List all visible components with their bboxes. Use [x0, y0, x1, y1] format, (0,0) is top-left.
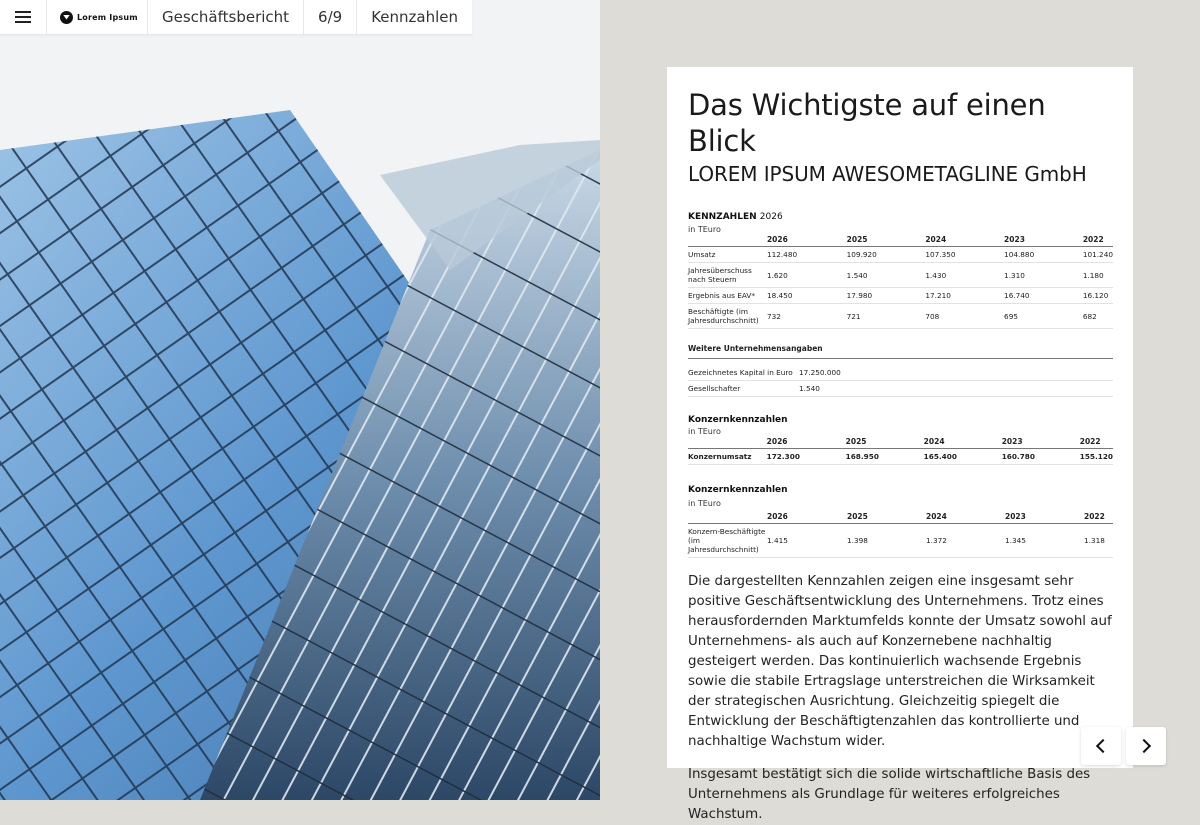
header-year: 2023: [1004, 234, 1083, 247]
table-row: [688, 359, 1113, 381]
document-page: [667, 67, 1133, 822]
cell-value: 1.180: [1083, 263, 1113, 288]
row-label: Jahresüberschuss nach Steuern: [688, 263, 767, 288]
cell-value: 1.415: [767, 524, 847, 558]
header-year: 2024: [926, 511, 1005, 524]
cell-value: 1.540: [847, 263, 926, 288]
kennzahlen-unit: in TEuro: [688, 225, 721, 234]
table-row: [688, 449, 1113, 465]
header-year: 2025: [847, 234, 926, 247]
kennzahlen-title: [688, 212, 1113, 222]
top-toolbar: [0, 0, 472, 35]
page-indicator[interactable]: 6/9: [304, 0, 357, 34]
chevron-left-icon: [1096, 739, 1110, 753]
cell-value: 160.780: [1002, 449, 1080, 465]
konzern2-title: Konzernkennzahlen: [688, 485, 788, 495]
header-year: 2025: [847, 511, 926, 524]
row-label: Gezeichnetes Kapital in Euro: [688, 359, 799, 381]
building-photo: [0, 0, 600, 800]
table-row: [688, 381, 1113, 397]
header-year: 2022: [1083, 234, 1113, 247]
cell-value: 109.920: [847, 247, 926, 263]
table-header-row: [688, 511, 1113, 524]
cell-value: 732: [767, 304, 847, 329]
chevron-right-icon: [1137, 739, 1151, 753]
next-page-button[interactable]: [1126, 727, 1166, 765]
weitere-title: Weitere Unternehmensangaben: [688, 343, 1113, 359]
konzern-beschaeftigte-section: [688, 485, 1113, 558]
cell-value: 1.398: [847, 524, 926, 558]
kennzahlen-title-text: KENNZAHLEN: [688, 212, 757, 222]
table-header-row: [688, 234, 1113, 247]
table-header-row: [688, 343, 1113, 359]
header-year: 2024: [925, 234, 1004, 247]
konzern-umsatz-section: [688, 415, 1113, 465]
cell-value: 168.950: [846, 449, 924, 465]
cell-value: 1.620: [767, 263, 847, 288]
table-row: [688, 247, 1113, 263]
cell-value: 18.450: [767, 288, 847, 304]
table-row: [688, 288, 1113, 304]
table-header-row: [688, 436, 1113, 449]
cell-value: 16.740: [1004, 288, 1083, 304]
cell-value: 165.400: [924, 449, 1002, 465]
cell-value: 1.372: [926, 524, 1005, 558]
kennzahlen-year: 2026: [759, 212, 783, 222]
page-title: Das Wichtigste auf einen Blick: [688, 88, 1046, 158]
row-label: Gesellschafter: [688, 381, 799, 397]
row-label: Konzernumsatz: [688, 449, 767, 465]
cell-value: 721: [847, 304, 926, 329]
page-content: [688, 87, 1113, 825]
kennzahlen-section: [688, 212, 1113, 329]
header-year: 2026: [767, 511, 847, 524]
hamburger-icon: [15, 11, 31, 23]
page-subtitle: LOREM IPSUM AWESOMETAGLINE GmbH: [688, 162, 1087, 186]
kennzahlen-table: [688, 234, 1113, 329]
heart-logo-icon: [60, 11, 73, 24]
row-label: Beschäftigte (im Jahresdurchschnitt): [688, 304, 767, 329]
header-year: 2024: [924, 436, 1002, 449]
weitere-table: [688, 343, 1113, 397]
konzern1-title: Konzernkennzahlen: [688, 415, 788, 425]
header-empty: [688, 436, 767, 449]
konzern1-table: [688, 436, 1113, 465]
konzern2-table: [688, 511, 1113, 558]
cell-value: 708: [925, 304, 1004, 329]
cell-value: 1.318: [1084, 524, 1113, 558]
menu-button[interactable]: [0, 0, 47, 34]
cell-value: 1.430: [925, 263, 1004, 288]
cell-value: 17.980: [847, 288, 926, 304]
header-year: 2026: [767, 234, 847, 247]
cell-value: 1.310: [1004, 263, 1083, 288]
header-empty: [688, 234, 767, 247]
body-paragraph: Die dargestellten Kennzahlen zeigen eine insgesamt sehr positive Geschäftsentwicklung des Unternehmens. Trotz eines herausfordernden Marktumfelds konnte der Umsatz sowohl auf Unternehmens- als auch auf Konzernebene nachhaltig gesteigert werden. Das kontinuierlich wachsende Ergebnis sowie die stabile Ertragslage unterstreichen die Wirksamkeit der strategischen Ausrichtung. Gleichzeitig spiegelt die Entwicklung der Beschäftigtenzahlen das kontrollierte und nachhaltige Wachstum wider.: [688, 574, 1112, 749]
header-year: 2025: [846, 436, 924, 449]
glass-building-image: [0, 0, 600, 800]
row-label: Konzern-Beschäftigte (im Jahresdurchschnitt): [688, 524, 767, 558]
cell-value: 1.345: [1005, 524, 1084, 558]
logo-text: Lorem Ipsum: [77, 12, 138, 22]
table-row: [688, 263, 1113, 288]
header-year: 2023: [1005, 511, 1084, 524]
cell-value: 104.880: [1004, 247, 1083, 263]
cell-value: 17.210: [925, 288, 1004, 304]
previous-page-button[interactable]: [1081, 727, 1121, 765]
header-year: 2022: [1084, 511, 1113, 524]
header-year: 2026: [767, 436, 846, 449]
cell-value: 172.300: [767, 449, 846, 465]
logo-link[interactable]: [47, 0, 148, 34]
cell-value: 682: [1083, 304, 1113, 329]
cell-value: 101.240: [1083, 247, 1113, 263]
header-year: 2022: [1080, 436, 1113, 449]
cell-value: 1.540: [799, 381, 1113, 397]
row-label: Umsatz: [688, 247, 767, 263]
cell-value: 112.480: [767, 247, 847, 263]
section-link[interactable]: Geschäftsbericht: [148, 0, 304, 34]
cell-value: 17.250.000: [799, 359, 1113, 381]
header-year: 2023: [1002, 436, 1080, 449]
header-empty: [688, 511, 767, 524]
cell-value: 16.120: [1083, 288, 1113, 304]
body-paragraph: Insgesamt bestätigt sich die solide wirtschaftliche Basis des Unternehmens als Grundlage für weiteres erfolgreiches Wachstum.: [688, 767, 1091, 822]
konzern2-unit: in TEuro: [688, 499, 721, 508]
konzern1-unit: in TEuro: [688, 427, 721, 436]
cell-value: 107.350: [925, 247, 1004, 263]
cell-value: 155.120: [1080, 449, 1113, 465]
company-logo: [60, 11, 138, 24]
row-label: Ergebnis aus EAV*: [688, 288, 767, 304]
weitere-section: [688, 343, 1113, 397]
table-row: [688, 304, 1113, 329]
table-row: [688, 524, 1113, 558]
cell-value: 695: [1004, 304, 1083, 329]
chapter-link[interactable]: Kennzahlen: [371, 8, 458, 26]
